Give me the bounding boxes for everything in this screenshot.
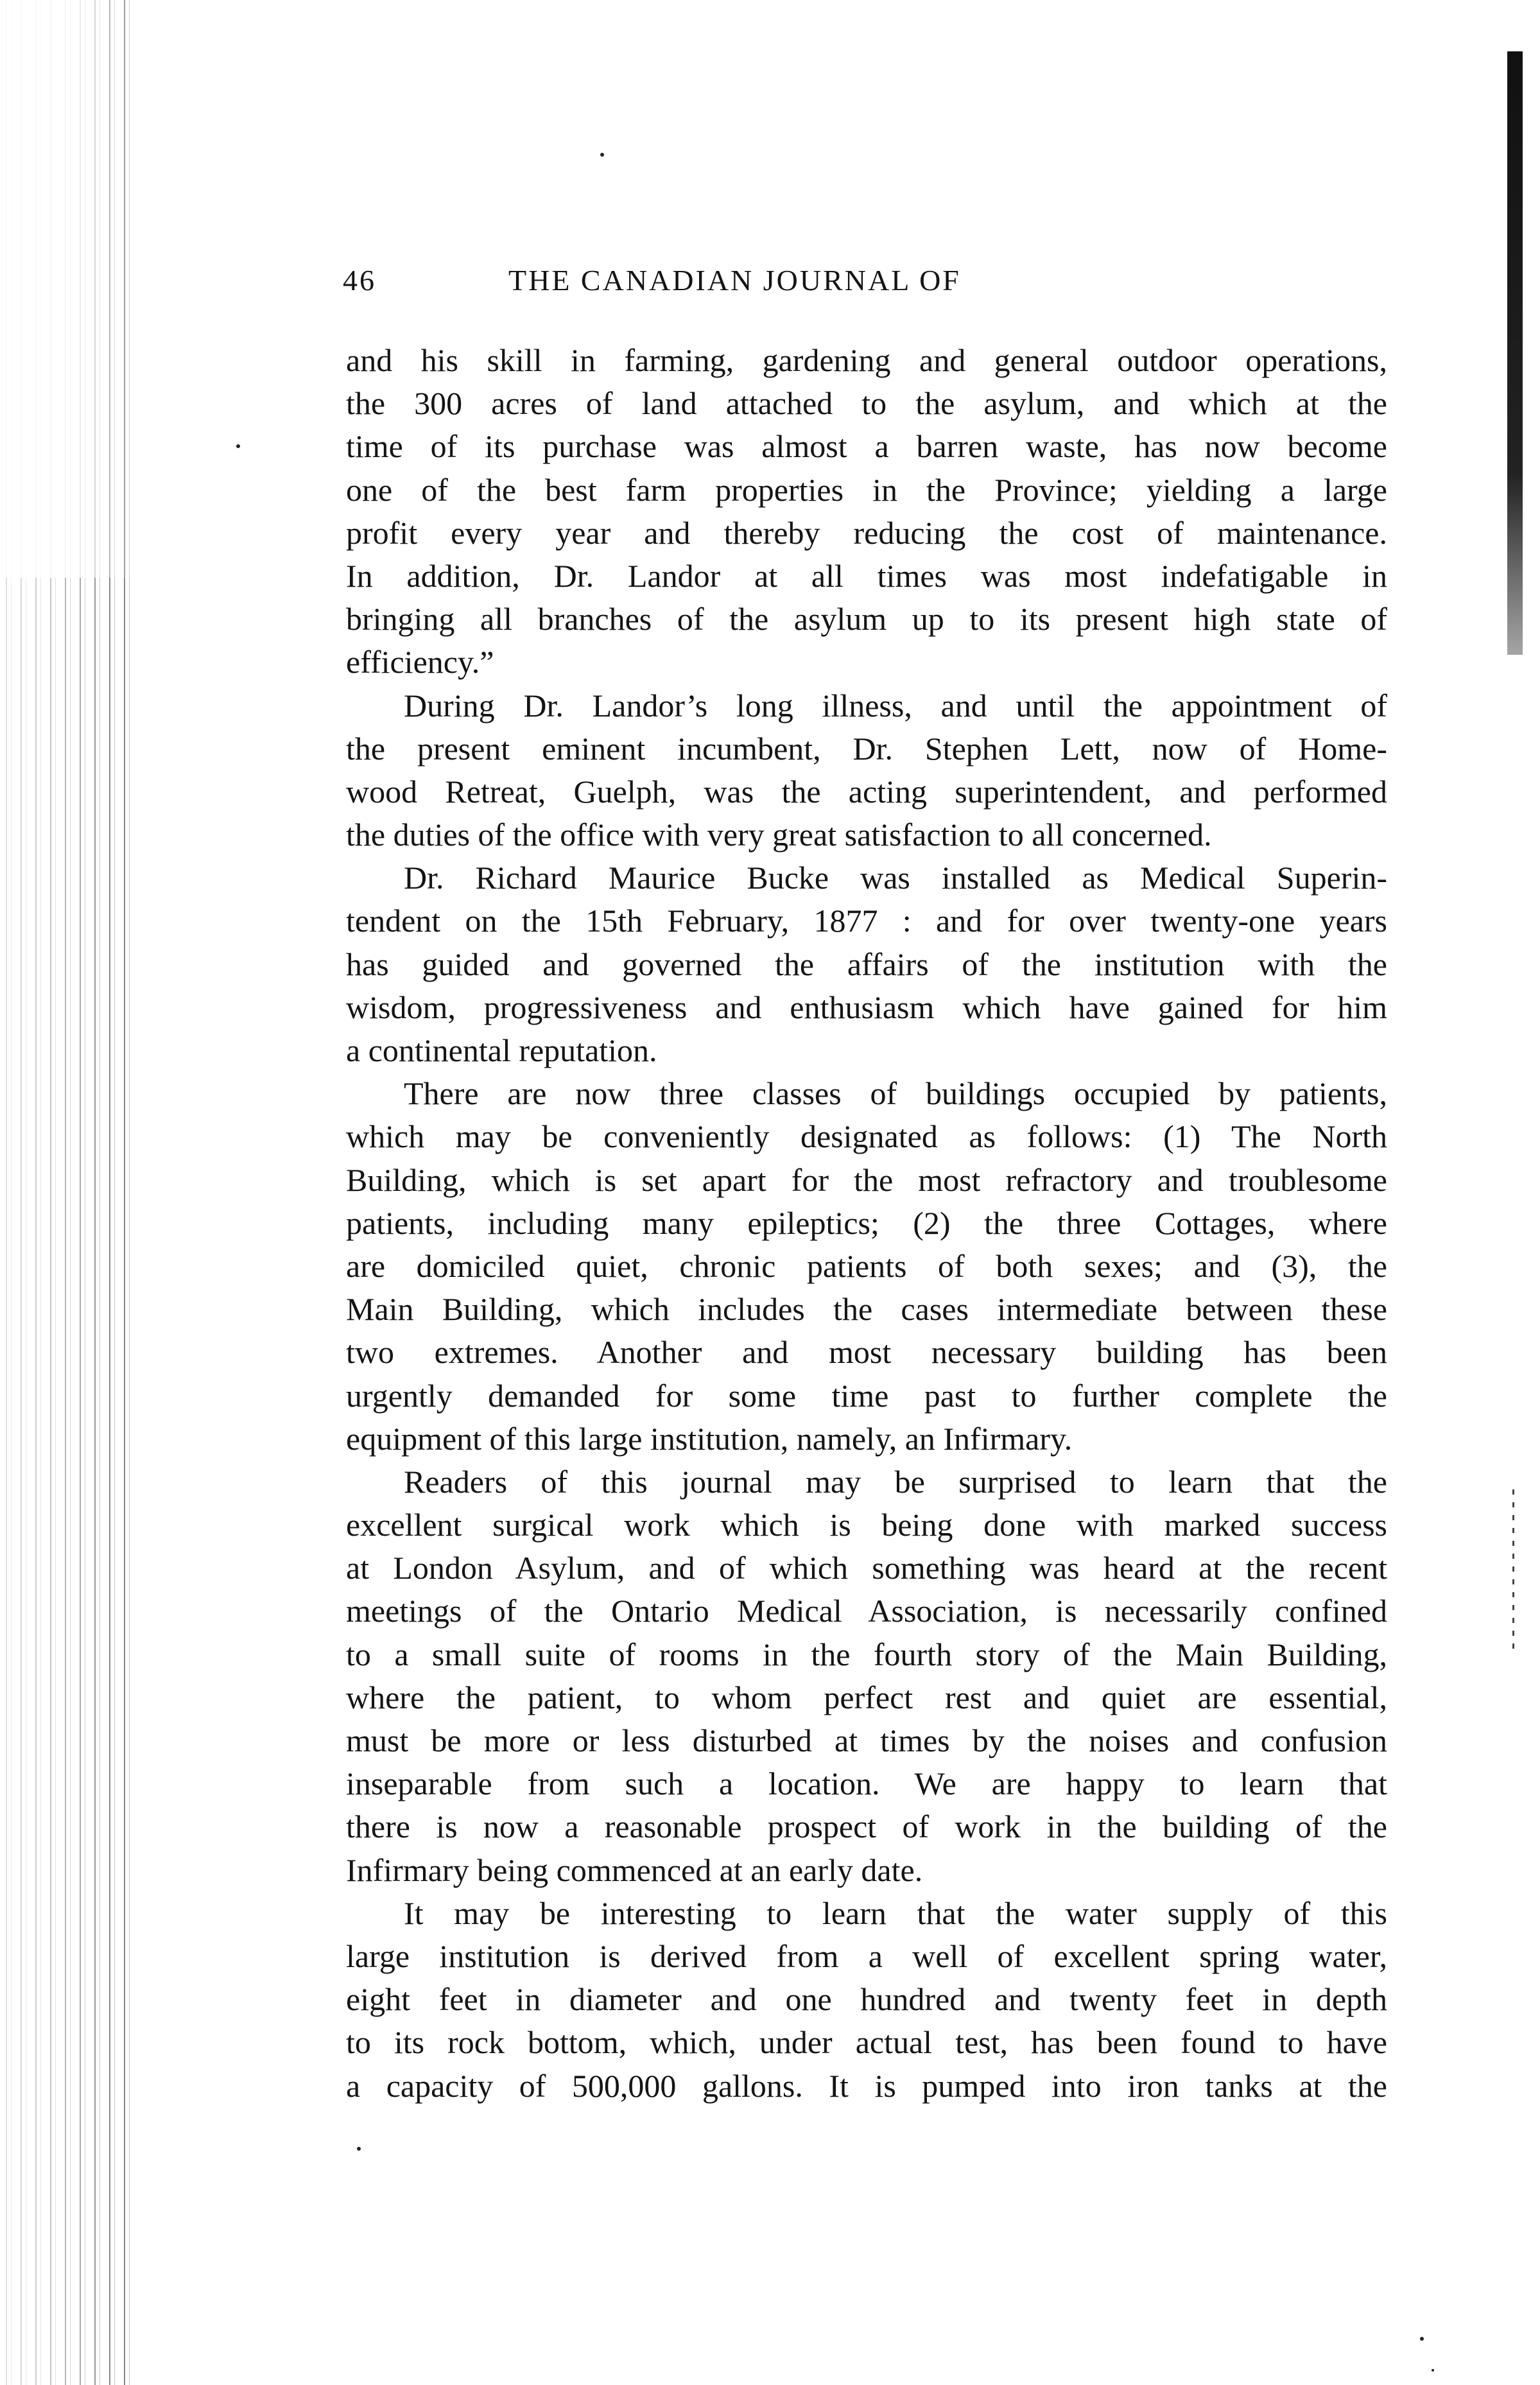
text-line: at London Asylum, and of which something was heard at the recent — [346, 1550, 1387, 1586]
text-line: Readers of this journal may be surprised to learn that the — [404, 1463, 1387, 1500]
text-line: Building, which is set apart for the most refractory and troublesome — [346, 1161, 1387, 1198]
text-line: a continental reputation. — [346, 1032, 657, 1068]
text-line: Dr. Richard Maurice Bucke was installed as Medical Superin- — [404, 860, 1387, 896]
paragraph — [346, 1072, 1387, 1461]
text-line: Main Building, which includes the cases intermediate between these — [346, 1291, 1387, 1328]
text-line: where the patient, to whom perfect rest and quiet are essential, — [346, 1679, 1387, 1715]
text-line: two extremes. Another and most necessary building has been — [346, 1334, 1387, 1371]
text-line: there is now a reasonable prospect of work in the building of the — [346, 1808, 1387, 1845]
text-line: There are now three classes of buildings occupied by patients, — [404, 1075, 1387, 1112]
text-line: which may be conveniently designated as follows: (1) The North — [346, 1118, 1387, 1155]
text-line: wood Retreat, Guelph, was the acting superintendent, and performed — [346, 773, 1387, 810]
text-line: profit every year and thereby reducing the cost of maintenance. — [346, 514, 1387, 551]
text-line: It may be interesting to learn that the water supply of this — [404, 1895, 1387, 1931]
text-line: must be more or less disturbed at times by the noises and confusion — [346, 1722, 1387, 1758]
text-line: tendent on the 15th February, 1877 : and for over twenty-one years — [346, 903, 1387, 939]
text-line: Infirmary being commenced at an early date. — [346, 1852, 923, 1888]
scan-speck — [1432, 2369, 1434, 2372]
text-line: urgently demanded for some time past to further complete the — [346, 1377, 1387, 1414]
text-line: one of the best farm properties in the Province; yielding a large — [346, 471, 1387, 508]
paragraph — [346, 1892, 1387, 2108]
text-line: are domiciled quiet, chronic patients of both sexes; and (3), the — [346, 1247, 1387, 1284]
text-line: time of its purchase was almost a barren waste, has now become — [346, 428, 1387, 465]
text-line: During Dr. Landor’s long illness, and until the appointment of — [404, 687, 1387, 724]
text-line: to a small suite of rooms in the fourth story of the Main Building, — [346, 1636, 1387, 1672]
scan-page-edge — [1507, 51, 1523, 655]
text-line: efficiency.” — [346, 644, 494, 681]
text-line: eight feet in diameter and one hundred and twenty feet in depth — [346, 1981, 1387, 2018]
scan-speck — [600, 153, 604, 157]
running-header — [343, 263, 1177, 302]
paragraph — [346, 339, 1387, 684]
text-line: the present eminent incumbent, Dr. Stephen Lett, now of Home- — [346, 730, 1387, 767]
scan-binding-fade — [0, 0, 138, 578]
text-line: wisdom, progressiveness and enthusiasm which have gained for him — [346, 989, 1387, 1025]
text-line: bringing all branches of the asylum up to its present high state of — [346, 601, 1387, 637]
text-line: to its rock bottom, which, under actual test, has been found to have — [346, 2024, 1387, 2061]
text-line: a capacity of 500,000 gallons. It is pumped into iron tanks at the — [346, 2067, 1387, 2104]
text-line: has guided and governed the affairs of the institution with the — [346, 946, 1387, 982]
text-line: the 300 acres of land attached to the asylum, and which at the — [346, 385, 1387, 422]
paragraph — [346, 1461, 1387, 1892]
paragraph — [346, 856, 1387, 1072]
page-number: 46 — [343, 264, 376, 297]
scan-edge-marks — [1512, 1489, 1514, 1656]
body-text — [346, 339, 1387, 2108]
text-line: In addition, Dr. Landor at all times was most indefatigable in — [346, 557, 1387, 594]
text-line: and his skill in farming, gardening and general outdoor operations, — [346, 342, 1387, 378]
text-line: excellent surgical work which is being done with marked success — [346, 1507, 1387, 1543]
text-line: the duties of the office with very great satisfaction to all concerned. — [346, 817, 1212, 853]
text-line: equipment of this large institution, namely, an Infirmary. — [346, 1420, 1073, 1457]
text-line: inseparable from such a location. We are happy to learn that — [346, 1765, 1387, 1802]
text-line: large institution is derived from a well of excellent spring water, — [346, 1938, 1387, 1974]
scan-speck — [236, 444, 240, 448]
scan-speck — [357, 2147, 361, 2151]
text-line: patients, including many epileptics; (2) the three Cottages, where — [346, 1204, 1387, 1241]
running-title: THE CANADIAN JOURNAL OF — [508, 264, 961, 297]
scan-speck — [1420, 2337, 1424, 2341]
paragraph — [346, 684, 1387, 857]
text-line: meetings of the Ontario Medical Association, is necessarily confined — [346, 1593, 1387, 1629]
